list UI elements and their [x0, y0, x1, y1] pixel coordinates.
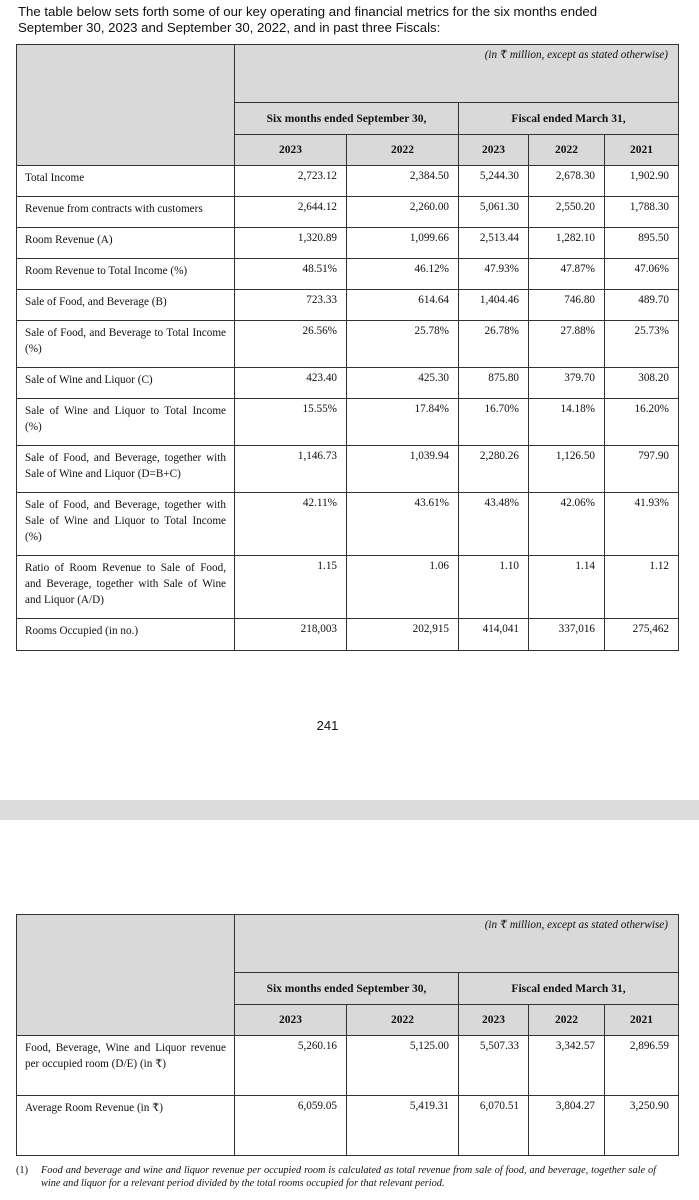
units-note: (in ₹ million, except as stated otherwise) — [235, 915, 679, 973]
cell-value: 3,342.57 — [529, 1036, 605, 1096]
cell-value: 43.48% — [459, 493, 529, 556]
row-label: Ratio of Room Revenue to Sale of Food, and Beverage, together with Sale of Wine and Liquor (A/D) — [17, 556, 235, 619]
footnote-text: Food and beverage and wine and liquor revenue per occupied room is calculated as total revenue from sale of food, and beverage, together sale of wine and liquor for a relevant period divided by the total rooms occupied for that relevant period. — [41, 1165, 656, 1189]
cell-value: 414,041 — [459, 619, 529, 651]
cell-value: 5,419.31 — [347, 1096, 459, 1156]
cell-value: 5,244.30 — [459, 166, 529, 197]
table-row — [17, 259, 679, 290]
table-row — [17, 556, 679, 619]
cell-value: 48.51% — [235, 259, 347, 290]
cell-value: 5,125.00 — [347, 1036, 459, 1096]
row-label: Sale of Food, and Beverage, together with Sale of Wine and Liquor to Total Income (%) — [17, 493, 235, 556]
year-header: 2023 — [235, 135, 347, 166]
cell-value: 1.10 — [459, 556, 529, 619]
cell-value: 26.56% — [235, 321, 347, 368]
page-separator — [0, 800, 699, 820]
cell-value: 46.12% — [347, 259, 459, 290]
cell-value: 41.93% — [605, 493, 679, 556]
cell-value: 26.78% — [459, 321, 529, 368]
cell-value: 2,550.20 — [529, 197, 605, 228]
cell-value: 1,404.46 — [459, 290, 529, 321]
cell-value: 218,003 — [235, 619, 347, 651]
cell-value: 1,282.10 — [529, 228, 605, 259]
cell-value: 3,250.90 — [605, 1096, 679, 1156]
table-row — [17, 197, 679, 228]
metrics-table-continued — [16, 914, 679, 1156]
corner-cell — [17, 915, 235, 1036]
cell-value: 42.06% — [529, 493, 605, 556]
table-row — [17, 1096, 679, 1156]
cell-value: 423.40 — [235, 368, 347, 399]
table-row — [17, 290, 679, 321]
row-label: Room Revenue to Total Income (%) — [17, 259, 235, 290]
cell-value: 275,462 — [605, 619, 679, 651]
table-row — [17, 619, 679, 651]
row-label: Room Revenue (A) — [17, 228, 235, 259]
cell-value: 1,039.94 — [347, 446, 459, 493]
row-label: Food, Beverage, Wine and Liquor revenue per occupied room (D/E) (in ₹) — [17, 1036, 235, 1096]
year-header: 2023 — [235, 1005, 347, 1036]
cell-value: 1.15 — [235, 556, 347, 619]
table-row — [17, 228, 679, 259]
table-row — [17, 166, 679, 197]
cell-value: 2,678.30 — [529, 166, 605, 197]
cell-value: 797.90 — [605, 446, 679, 493]
page-number: 241 — [316, 718, 339, 733]
cell-value: 1,146.73 — [235, 446, 347, 493]
table-row — [17, 321, 679, 368]
header-fiscal: Fiscal ended March 31, — [459, 103, 679, 135]
header-six-months: Six months ended September 30, — [235, 973, 459, 1005]
row-label: Sale of Wine and Liquor to Total Income (%) — [17, 399, 235, 446]
corner-cell — [17, 45, 235, 166]
cell-value: 3,804.27 — [529, 1096, 605, 1156]
cell-value: 42.11% — [235, 493, 347, 556]
cell-value: 379.70 — [529, 368, 605, 399]
cell-value: 895.50 — [605, 228, 679, 259]
row-label: Sale of Wine and Liquor (C) — [17, 368, 235, 399]
year-header: 2022 — [529, 1005, 605, 1036]
row-label: Revenue from contracts with customers — [17, 197, 235, 228]
table-row — [17, 1036, 679, 1096]
cell-value: 6,059.05 — [235, 1096, 347, 1156]
cell-value: 15.55% — [235, 399, 347, 446]
header-six-months: Six months ended September 30, — [235, 103, 459, 135]
cell-value: 746.80 — [529, 290, 605, 321]
cell-value: 14.18% — [529, 399, 605, 446]
metrics-table — [16, 44, 679, 651]
cell-value: 47.87% — [529, 259, 605, 290]
cell-value: 5,260.16 — [235, 1036, 347, 1096]
row-label: Rooms Occupied (in no.) — [17, 619, 235, 651]
cell-value: 5,507.33 — [459, 1036, 529, 1096]
units-note: (in ₹ million, except as stated otherwise) — [235, 45, 679, 103]
year-header: 2022 — [347, 1005, 459, 1036]
cell-value: 16.70% — [459, 399, 529, 446]
cell-value: 2,280.26 — [459, 446, 529, 493]
cell-value: 16.20% — [605, 399, 679, 446]
cell-value: 5,061.30 — [459, 197, 529, 228]
row-label: Sale of Food, and Beverage, together with Sale of Wine and Liquor (D=B+C) — [17, 446, 235, 493]
cell-value: 2,513.44 — [459, 228, 529, 259]
footnote-marker: (1) — [16, 1165, 29, 1176]
table-row — [17, 399, 679, 446]
year-header: 2021 — [605, 1005, 679, 1036]
cell-value: 1.12 — [605, 556, 679, 619]
cell-value: 489.70 — [605, 290, 679, 321]
footnote — [16, 1164, 656, 1190]
cell-value: 202,915 — [347, 619, 459, 651]
table-row — [17, 368, 679, 399]
cell-value: 308.20 — [605, 368, 679, 399]
table-row — [17, 493, 679, 556]
cell-value: 25.78% — [347, 321, 459, 368]
cell-value: 1.14 — [529, 556, 605, 619]
cell-value: 6,070.51 — [459, 1096, 529, 1156]
cell-value: 1,902.90 — [605, 166, 679, 197]
cell-value: 1.06 — [347, 556, 459, 619]
cell-value: 2,723.12 — [235, 166, 347, 197]
cell-value: 1,320.89 — [235, 228, 347, 259]
cell-value: 25.73% — [605, 321, 679, 368]
row-label: Average Room Revenue (in ₹) — [17, 1096, 235, 1156]
row-label: Sale of Food, and Beverage (B) — [17, 290, 235, 321]
year-header: 2023 — [459, 1005, 529, 1036]
cell-value: 2,896.59 — [605, 1036, 679, 1096]
year-header: 2023 — [459, 135, 529, 166]
cell-value: 43.61% — [347, 493, 459, 556]
cell-value: 614.64 — [347, 290, 459, 321]
cell-value: 2,260.00 — [347, 197, 459, 228]
cell-value: 723.33 — [235, 290, 347, 321]
cell-value: 425.30 — [347, 368, 459, 399]
intro-paragraph: The table below sets forth some of our key operating and financial metrics for the six months ended September 30, 2023 and September 30, 2022, and in past three Fiscals: — [18, 4, 598, 35]
cell-value: 17.84% — [347, 399, 459, 446]
year-header: 2022 — [529, 135, 605, 166]
cell-value: 1,788.30 — [605, 197, 679, 228]
year-header: 2022 — [347, 135, 459, 166]
year-header: 2021 — [605, 135, 679, 166]
row-label: Total Income — [17, 166, 235, 197]
cell-value: 47.93% — [459, 259, 529, 290]
cell-value: 875.80 — [459, 368, 529, 399]
header-fiscal: Fiscal ended March 31, — [459, 973, 679, 1005]
row-label: Sale of Food, and Beverage to Total Income (%) — [17, 321, 235, 368]
cell-value: 47.06% — [605, 259, 679, 290]
cell-value: 27.88% — [529, 321, 605, 368]
cell-value: 337,016 — [529, 619, 605, 651]
cell-value: 1,126.50 — [529, 446, 605, 493]
cell-value: 2,644.12 — [235, 197, 347, 228]
cell-value: 2,384.50 — [347, 166, 459, 197]
cell-value: 1,099.66 — [347, 228, 459, 259]
table-row — [17, 446, 679, 493]
